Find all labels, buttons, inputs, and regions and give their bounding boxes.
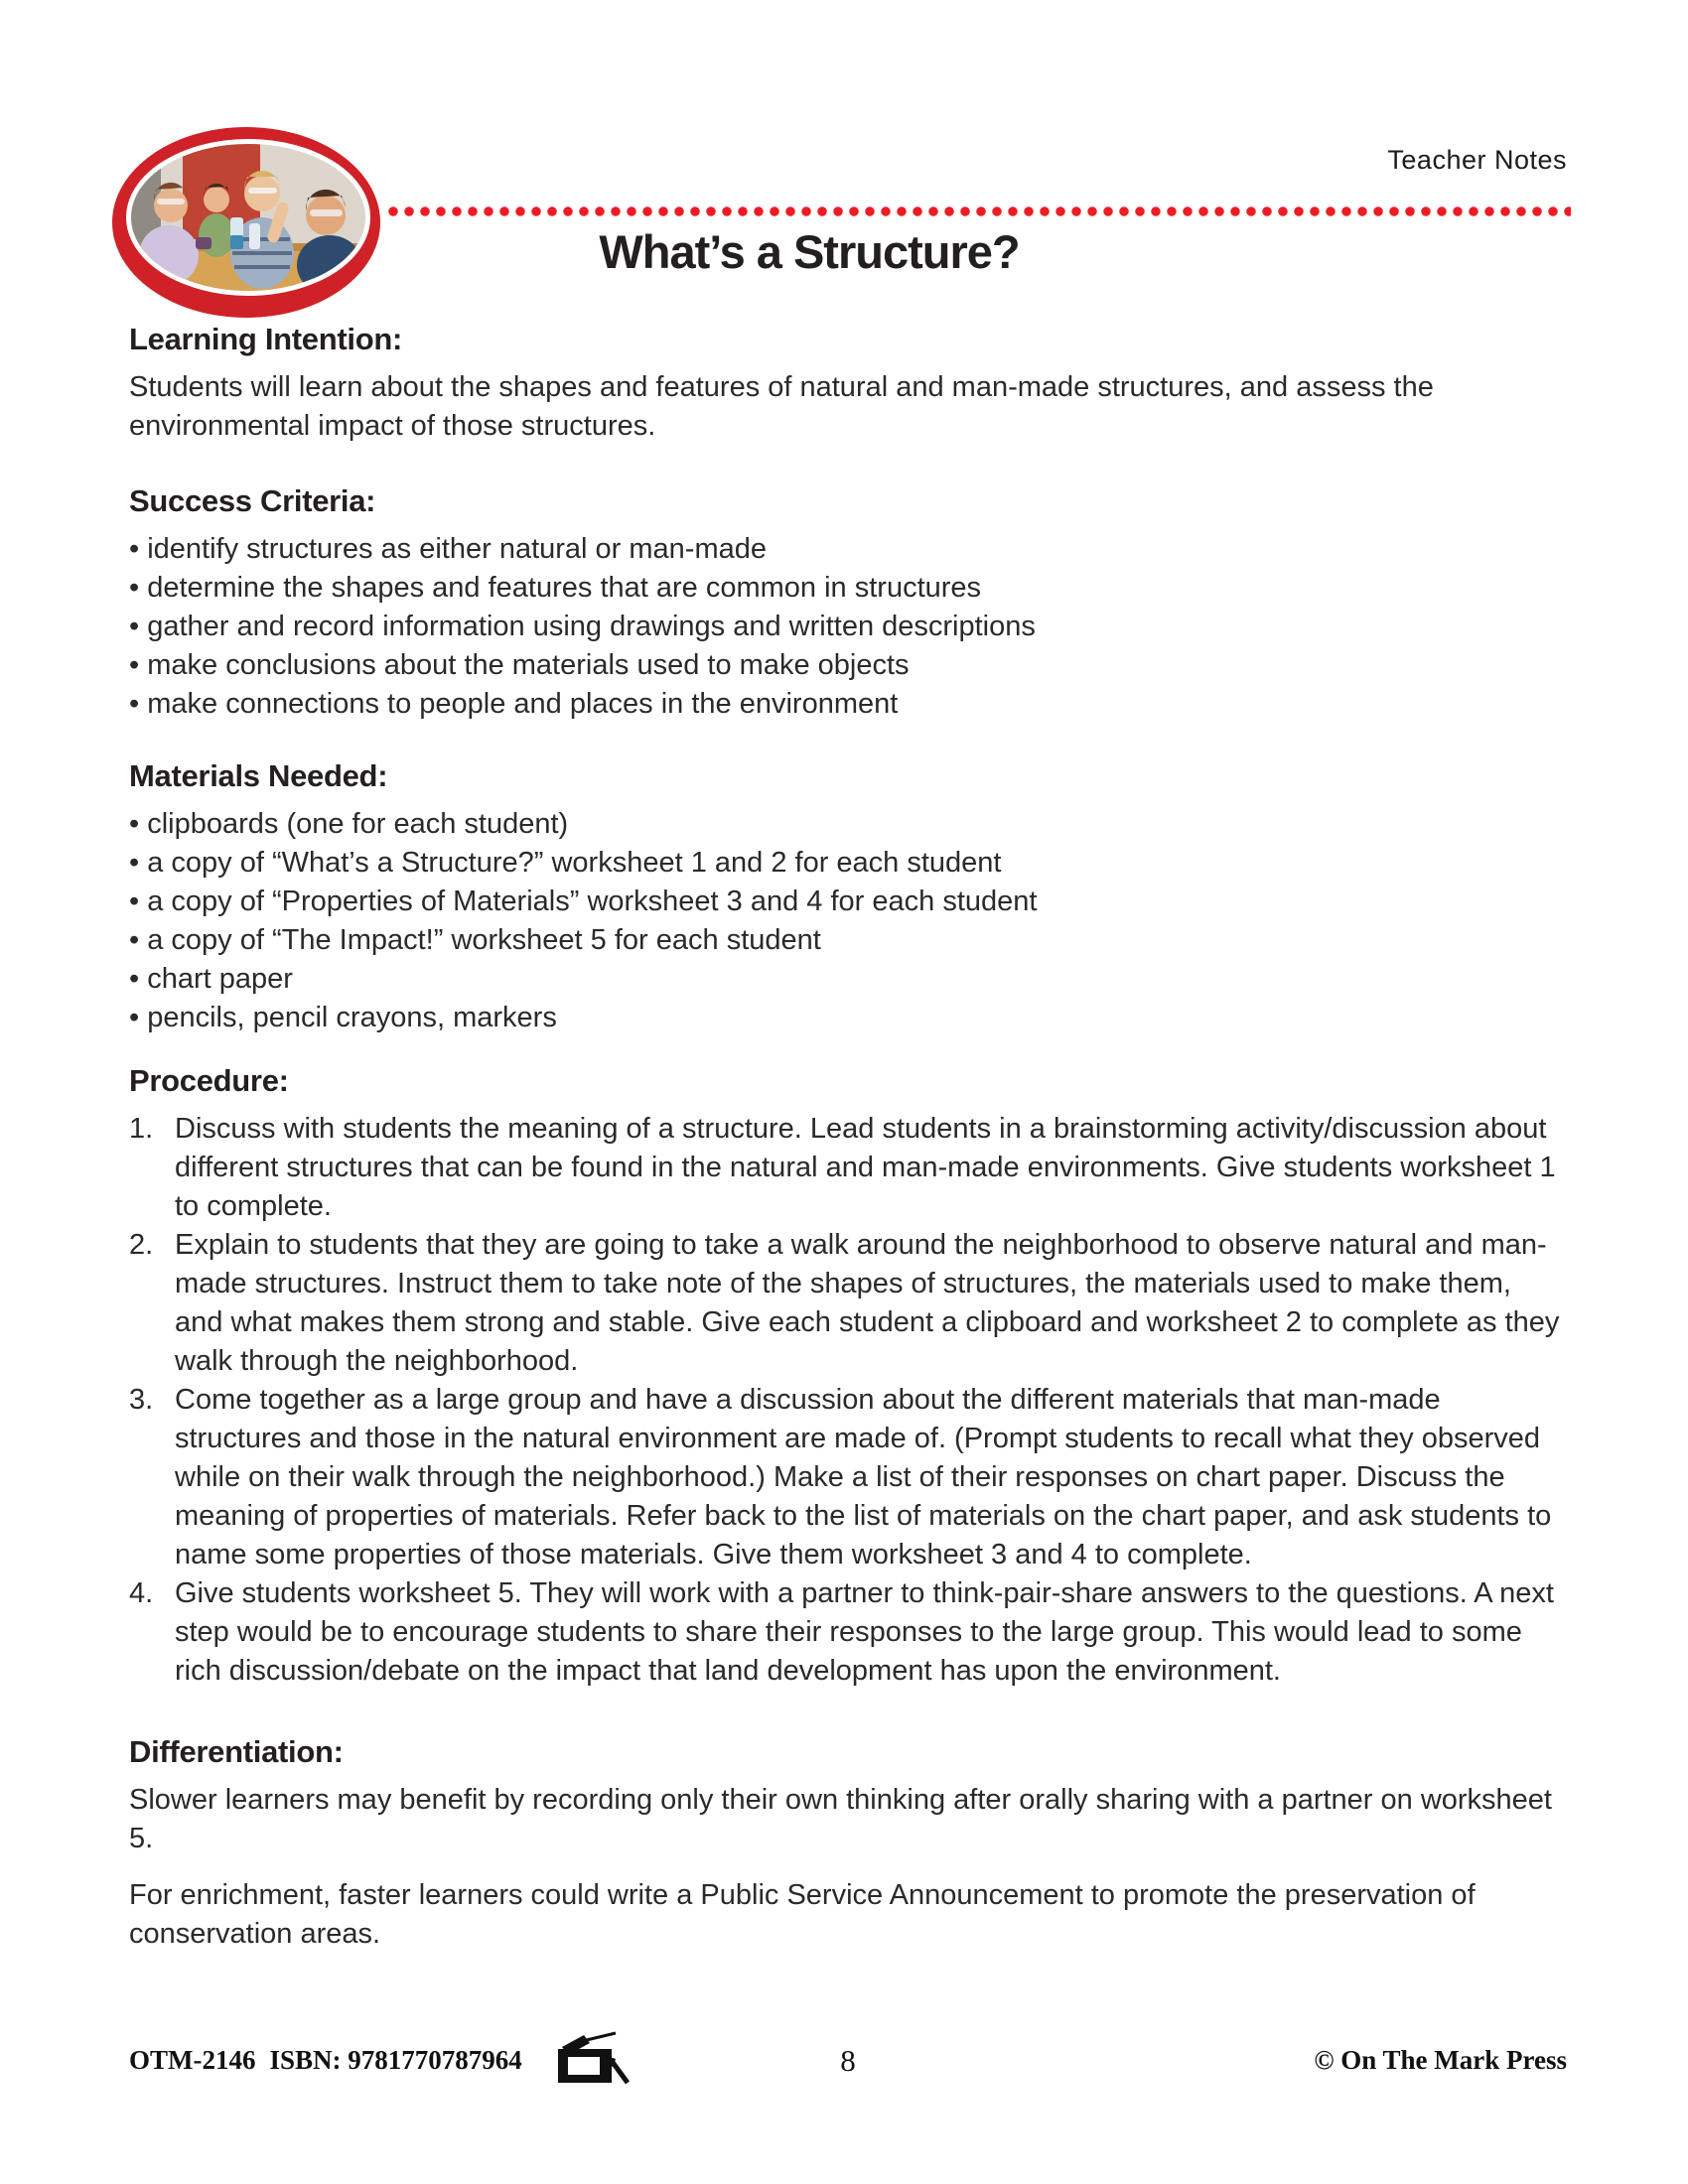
bullet-item: • chart paper xyxy=(129,960,1567,999)
bullet-item: • a copy of “Properties of Materials” worksheet 3 and 4 for each student xyxy=(129,883,1567,921)
section-heading: Differentiation: xyxy=(129,1734,344,1769)
numbered-item: Explain to students that they are going to take a walk around the neighborhood to observe natural and man-made structures. Instruct them to take note of the shapes of structures, the materials used to make them, and what makes them strong and stable. Give each student a clipboard and worksheet 2 to complete as they walk through the neighborhood. xyxy=(175,1229,1560,1377)
section-materials-needed xyxy=(129,754,1567,1037)
section-procedure xyxy=(129,1059,1567,1691)
bullet-item: • make conclusions about the materials used to make objects xyxy=(129,646,1567,685)
bullet-list xyxy=(129,805,1567,1037)
bullet-item: • identify structures as either natural or man-made xyxy=(129,530,1567,569)
product-code: OTM-2146 xyxy=(129,2045,256,2075)
paragraph: For enrichment, faster learners could write a Public Service Announcement to promote the preservation of conservation areas. xyxy=(129,1879,1476,1950)
bullet-item: • make connections to people and places in the environment xyxy=(129,685,1567,724)
numbered-item: Come together as a large group and have a discussion about the different materials that man-made structures and those in the natural environment are made of. (Prompt students to recall what they observed while on their walk through the neighborhood.) Make a list of their responses on chart paper. Discuss the meaning of properties of materials. Refer back to the list of materials on the chart paper, and ask students to name some properties of those materials. Give them worksheet 3 and 4 to complete. xyxy=(175,1384,1552,1570)
bullet-item: • determine the shapes and features that are common in structures xyxy=(129,569,1567,608)
bullet-item: • a copy of “What’s a Structure?” worksheet 1 and 2 for each student xyxy=(129,844,1567,883)
section-differentiation xyxy=(129,1730,1567,1954)
page-header xyxy=(0,0,1688,318)
copyright-text: © On The Mark Press xyxy=(1314,2045,1567,2075)
section-success-criteria xyxy=(129,479,1567,724)
numbered-item: Discuss with students the meaning of a structure. Lead students in a brainstorming activity/discussion about different structures that can be found in the natural and man-made environments. Give students worksheet 1 to complete. xyxy=(175,1113,1556,1222)
bullet-item: • a copy of “The Impact!” worksheet 5 for each student xyxy=(129,921,1567,960)
bullet-item: • pencils, pencil crayons, markers xyxy=(129,999,1567,1037)
teacher-notes-label: Teacher Notes xyxy=(1387,145,1567,175)
classroom-photo xyxy=(112,127,380,318)
page-footer xyxy=(129,2033,1567,2113)
section-heading: Learning Intention: xyxy=(129,322,402,356)
photocopier-icon xyxy=(544,2031,632,2100)
bullet-item: • gather and record information using drawings and written descriptions xyxy=(129,608,1567,646)
footer-left xyxy=(129,2045,632,2100)
paragraph: Slower learners may benefit by recording only their own thinking after orally sharing with a partner on worksheet 5. xyxy=(129,1784,1552,1854)
page-title: What’s a Structure? xyxy=(599,225,1020,278)
section-heading: Procedure: xyxy=(129,1063,289,1098)
bullet-list xyxy=(129,530,1567,724)
paragraph: Students will learn about the shapes and features of natural and man-made structures, and assess the environmental impact of those structures. xyxy=(129,371,1434,442)
numbered-item: Give students worksheet 5. They will work with a partner to think-pair-share answers to the questions. A next step would be to encourage students to share their responses to the large group. This would lead to some rich discussion/debate on the impact that land development has upon the environment. xyxy=(175,1577,1554,1687)
isbn-text: ISBN: 9781770787964 xyxy=(269,2045,522,2075)
dotted-divider xyxy=(385,205,1571,218)
section-heading: Success Criteria: xyxy=(129,483,376,518)
content-sections xyxy=(129,318,1567,1954)
page-number: 8 xyxy=(840,2043,856,2078)
numbered-list xyxy=(129,1110,1567,1691)
bullet-item: • clipboards (one for each student) xyxy=(129,805,1567,844)
section-learning-intention xyxy=(129,318,1567,446)
section-heading: Materials Needed: xyxy=(129,758,388,793)
